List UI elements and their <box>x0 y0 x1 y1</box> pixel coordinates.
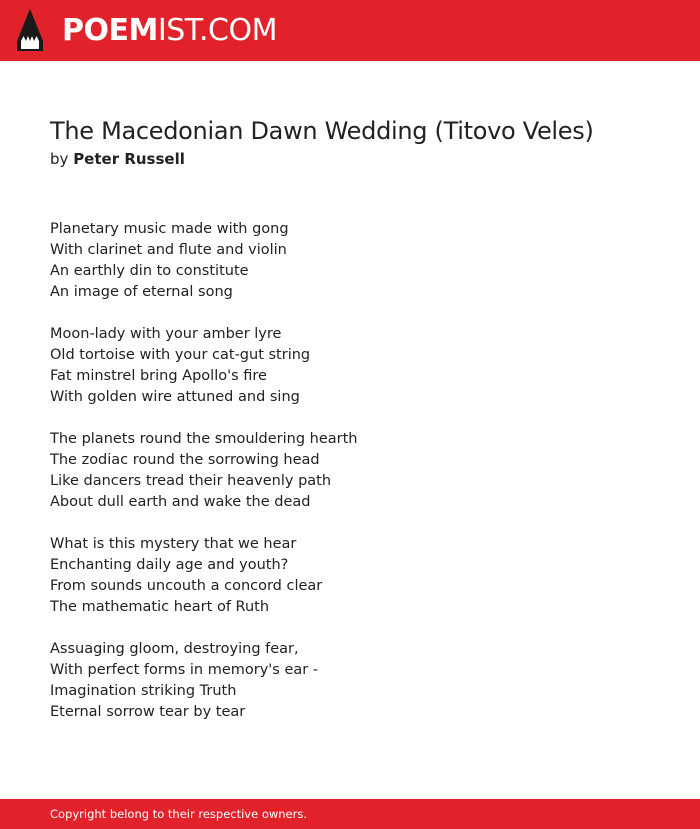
pencil-tip-icon[interactable] <box>17 9 43 51</box>
logo-text-bold: POEM <box>62 13 158 48</box>
site-logo[interactable] <box>62 12 277 50</box>
by-label: by <box>50 150 69 168</box>
copyright-notice: Copyright belong to their respective owners. <box>50 807 308 821</box>
poem-line: What is this mystery that we hear <box>50 536 297 552</box>
site-header <box>0 0 700 61</box>
poem-line: The zodiac round the sorrowing head <box>50 452 320 468</box>
poem-line: Eternal sorrow tear by tear <box>50 704 246 720</box>
poem-line: Like dancers tread their heavenly path <box>50 473 332 489</box>
poem-line: Assuaging gloom, destroying fear, <box>50 641 299 657</box>
poem-line: Enchanting daily age and youth? <box>50 557 289 573</box>
poem-body <box>50 219 650 744</box>
poem-title: The Macedonian Dawn Wedding (Titovo Veles) <box>50 117 594 145</box>
poem-line: About dull earth and wake the dead <box>50 494 311 510</box>
poem-line: An earthly din to constitute <box>50 263 249 279</box>
poem-line: The mathematic heart of Ruth <box>50 599 270 615</box>
poem-line: With golden wire attuned and sing <box>50 389 300 405</box>
poem-line: With clarinet and flute and violin <box>50 242 287 258</box>
poem-line: Fat minstrel bring Apollo's fire <box>50 368 267 384</box>
poem-line: Imagination striking Truth <box>50 683 237 699</box>
poem-line: Planetary music made with gong <box>50 221 289 237</box>
site-footer <box>0 799 700 829</box>
poem-line: An image of eternal song <box>50 284 233 300</box>
poem-line: Moon-lady with your amber lyre <box>50 326 282 342</box>
poem-line: From sounds uncouth a concord clear <box>50 578 323 594</box>
logo-text-light: IST.COM <box>157 13 277 48</box>
poem-line: The planets round the smouldering hearth <box>50 431 358 447</box>
poem-line: With perfect forms in memory's ear - <box>50 662 319 678</box>
stanza <box>50 534 650 618</box>
poem-line: Old tortoise with your cat-gut string <box>50 347 311 363</box>
poem-byline <box>50 148 185 170</box>
stanza <box>50 639 650 723</box>
stanza <box>50 219 650 303</box>
author-name: Peter Russell <box>73 150 185 168</box>
stanza <box>50 324 650 408</box>
stanza <box>50 429 650 513</box>
